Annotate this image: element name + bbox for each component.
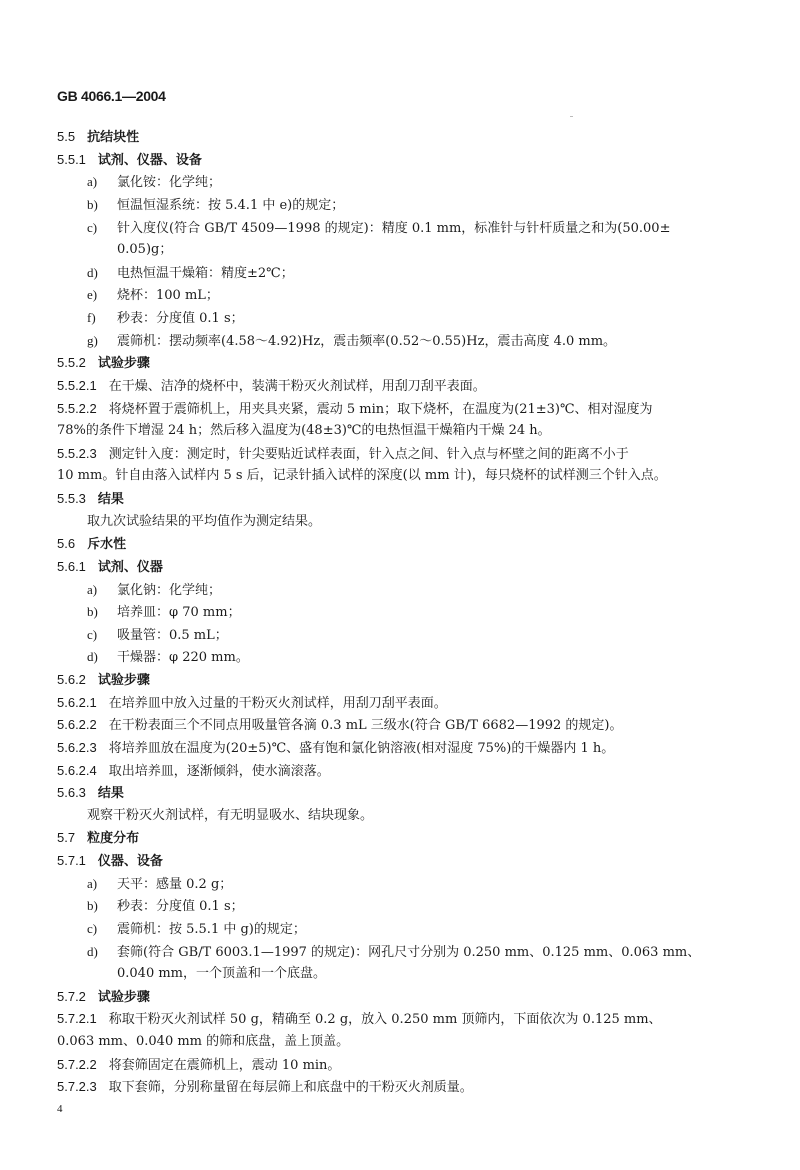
paragraph-line [57,737,757,760]
clause-text: 将烧杯置于震筛机上，用夹具夹紧，震动 5 min；取下烧杯，在温度为(21±3)℃、相对湿度为 [108,401,653,417]
clause-text: 在干粉表面三个不同点用吸量管各滴 0.3 mL 三级水(符合 GB/T 6682—1992 的规定)。 [108,718,623,734]
clause-text: 恒温恒湿系统：按 5.4.1 中 e)的规定； [117,197,345,213]
clause-number: 5.7.2.2 [57,1056,97,1072]
paragraph-line [57,805,757,828]
clause-number: 5.6.2.1 [57,694,97,710]
paragraph-line [57,1031,757,1054]
clause-number: 5.5.3 [57,491,86,506]
clause-text: 结果 [97,492,124,507]
paragraph-line [57,1054,757,1077]
clause-text: 天平：感量 0.2 g； [117,876,233,892]
clause-number: 5.5.2 [57,355,86,371]
clause-text: 震筛机：摆动频率(4.58～4.92)Hz，震击频率(0.52～0.55)Hz，震击高度 4.0 mm。 [117,333,617,349]
clause-text: 将培养皿放在温度为(20±5)℃、盛有饱和氯化钠溶液(相对湿度 75%)的干燥器内 1 h。 [108,740,615,756]
clause-number: 5.5.2.1 [57,377,97,393]
clause-number: 5.6.2 [57,672,86,687]
clause-number: 5.6.2.2 [57,717,97,733]
clause-text: 测定针入度：测定时，针尖要贴近试样表面，针入点之间、针入点与杯壁之间的距离不小于 [108,446,629,462]
list-item [57,194,757,217]
paragraph-line [57,714,757,737]
section-heading [57,782,757,805]
clause-number: d) [87,264,98,280]
clause-number: 5.7.2 [57,988,86,1004]
clause-number: c) [87,626,98,642]
list-item [57,262,757,285]
page-number: 4 [57,1103,63,1115]
clause-number: c) [87,219,98,235]
clause-number: 5.7.2.1 [57,1011,97,1027]
clause-text: 试验步骤 [97,356,150,372]
paragraph-line [57,375,757,398]
clause-text: 抗结块性 [87,130,140,145]
clause-number: 5.7.1 [57,853,86,868]
clause-text: 10 mm。针自由落入试样内 5 s 后，记录针插入试样的深度(以 mm 计)，每只烧杯的试样测三个针入点。 [57,468,667,484]
section-heading [57,488,757,511]
list-item [57,239,757,262]
clause-number: 5.5.2.2 [57,400,97,416]
section-heading [57,827,757,850]
section-heading [57,850,757,873]
clause-number: a) [87,875,98,891]
clause-text: 结果 [97,786,124,802]
clause-number: 5.5 [57,129,76,144]
paragraph-line [57,760,757,783]
clause-text: 取出培养皿，逐渐倾斜，使水滴滚落。 [108,763,330,779]
list-item [57,284,757,307]
clause-text: 在培养皿中放入过量的干粉灭火剂试样，用刮刀刮平表面。 [108,695,447,711]
clause-text: 干燥器：φ 220 mm。 [117,650,249,666]
clause-text: 0.063 mm、0.040 mm 的筛和底盘，盖上顶盖。 [57,1034,350,1049]
document-body [57,126,757,1099]
clause-text: 粒度分布 [87,831,140,847]
clause-text: 针入度仪(符合 GB/T 4509—1998 的规定)：精度 0.1 mm，标准针与针杆质量之和为(50.00± [117,220,671,236]
paragraph-line [57,1076,757,1099]
clause-text: 观察干粉灭火剂试样，有无明显吸水、结块现象。 [87,807,374,823]
list-item [57,646,757,669]
list-item [57,624,757,647]
clause-text: 氯化铵：化学纯； [117,175,222,191]
list-item [57,171,757,194]
section-heading [57,149,757,172]
clause-number: b) [87,898,98,914]
clause-text: 0.05)g； [117,242,173,258]
section-heading [57,126,757,149]
clause-number: e) [87,287,98,303]
clause-text: 称取干粉灭火剂试样 50 g，精确至 0.2 g，放入 0.250 mm 顶筛内，下面依次为 0.125 mm、 [108,1012,662,1028]
paragraph-line [57,465,757,488]
paragraph-line [57,420,757,443]
clause-text: 试剂、仪器 [97,559,163,575]
clause-text: 0.040 mm，一个顶盖和一个底盘。 [117,966,327,982]
clause-text: 电热恒温干燥箱：精度±2℃； [117,265,294,281]
clause-number: 5.7 [57,830,76,846]
section-heading [57,352,757,375]
clause-number: c) [87,920,98,936]
clause-text: 秒表：分度值 0.1 s； [117,899,244,915]
paragraph-line [57,692,757,715]
clause-number: 5.5.1 [57,151,86,167]
section-heading [57,533,757,556]
clause-text: 试剂、仪器、设备 [97,152,202,168]
list-item [57,963,757,986]
paragraph-line [57,1008,757,1031]
clause-text: 取下套筛，分别称量留在每层筛上和底盘中的干粉灭火剂质量。 [108,1080,473,1096]
section-heading [57,986,757,1009]
clause-number: f) [87,310,96,325]
clause-text: 斥水性 [87,537,127,553]
list-item [57,918,757,941]
clause-number: 5.6.3 [57,785,86,801]
list-item [57,330,757,353]
clause-number: d) [87,943,98,959]
clause-text: 在干燥、洁净的烧杯中，装满干粉灭火剂试样，用刮刀刮平表面。 [108,378,486,394]
clause-text: 试验步骤 [97,989,150,1005]
clause-text: 将套筛固定在震筛机上，震动 10 min。 [108,1057,341,1073]
clause-number: 5.6 [57,536,76,552]
paragraph-line [57,511,757,534]
clause-number: g) [87,332,98,348]
clause-text: 78%的条件下增湿 24 h；然后移入温度为(48±3)℃的电热恒温干燥箱内干燥 24 h。 [57,423,551,439]
scan-speck [570,116,573,117]
clause-text: 烧杯：100 mL； [117,288,219,304]
clause-text: 套筛(符合 GB/T 6003.1—1997 的规定)：网孔尺寸分别为 0.250 mm、0.125 mm、0.063 mm、 [117,944,701,960]
list-item [57,873,757,896]
clause-number: a) [87,581,98,597]
paragraph-line [57,443,757,466]
clause-text: 培养皿：φ 70 mm； [117,605,241,621]
section-heading [57,556,757,579]
list-item [57,579,757,602]
clause-text: 吸量管：0.5 mL； [117,627,228,643]
clause-text: 氯化钠：化学纯； [117,582,222,598]
list-item [57,307,757,330]
clause-number: b) [87,604,98,620]
clause-text: 试验步骤 [97,673,150,688]
standard-code-header: GB 4066.1—2004 [57,88,166,104]
clause-number: a) [87,174,98,190]
clause-number: 5.6.1 [57,558,86,574]
list-item [57,601,757,624]
clause-number: d) [87,649,98,665]
clause-number: b) [87,196,98,212]
clause-text: 秒表：分度值 0.1 s； [117,311,244,326]
clause-text: 仪器、设备 [97,854,163,869]
clause-text: 震筛机：按 5.5.1 中 g)的规定； [117,921,306,937]
clause-text: 取九次试验结果的平均值作为测定结果。 [87,513,322,529]
list-item [57,941,757,964]
clause-number: 5.6.2.4 [57,762,97,778]
clause-number: 5.6.2.3 [57,739,97,755]
list-item [57,217,757,240]
clause-number: 5.7.2.3 [57,1079,97,1095]
paragraph-line [57,398,757,421]
section-heading [57,669,757,692]
clause-number: 5.5.2.3 [57,445,97,461]
list-item [57,895,757,918]
